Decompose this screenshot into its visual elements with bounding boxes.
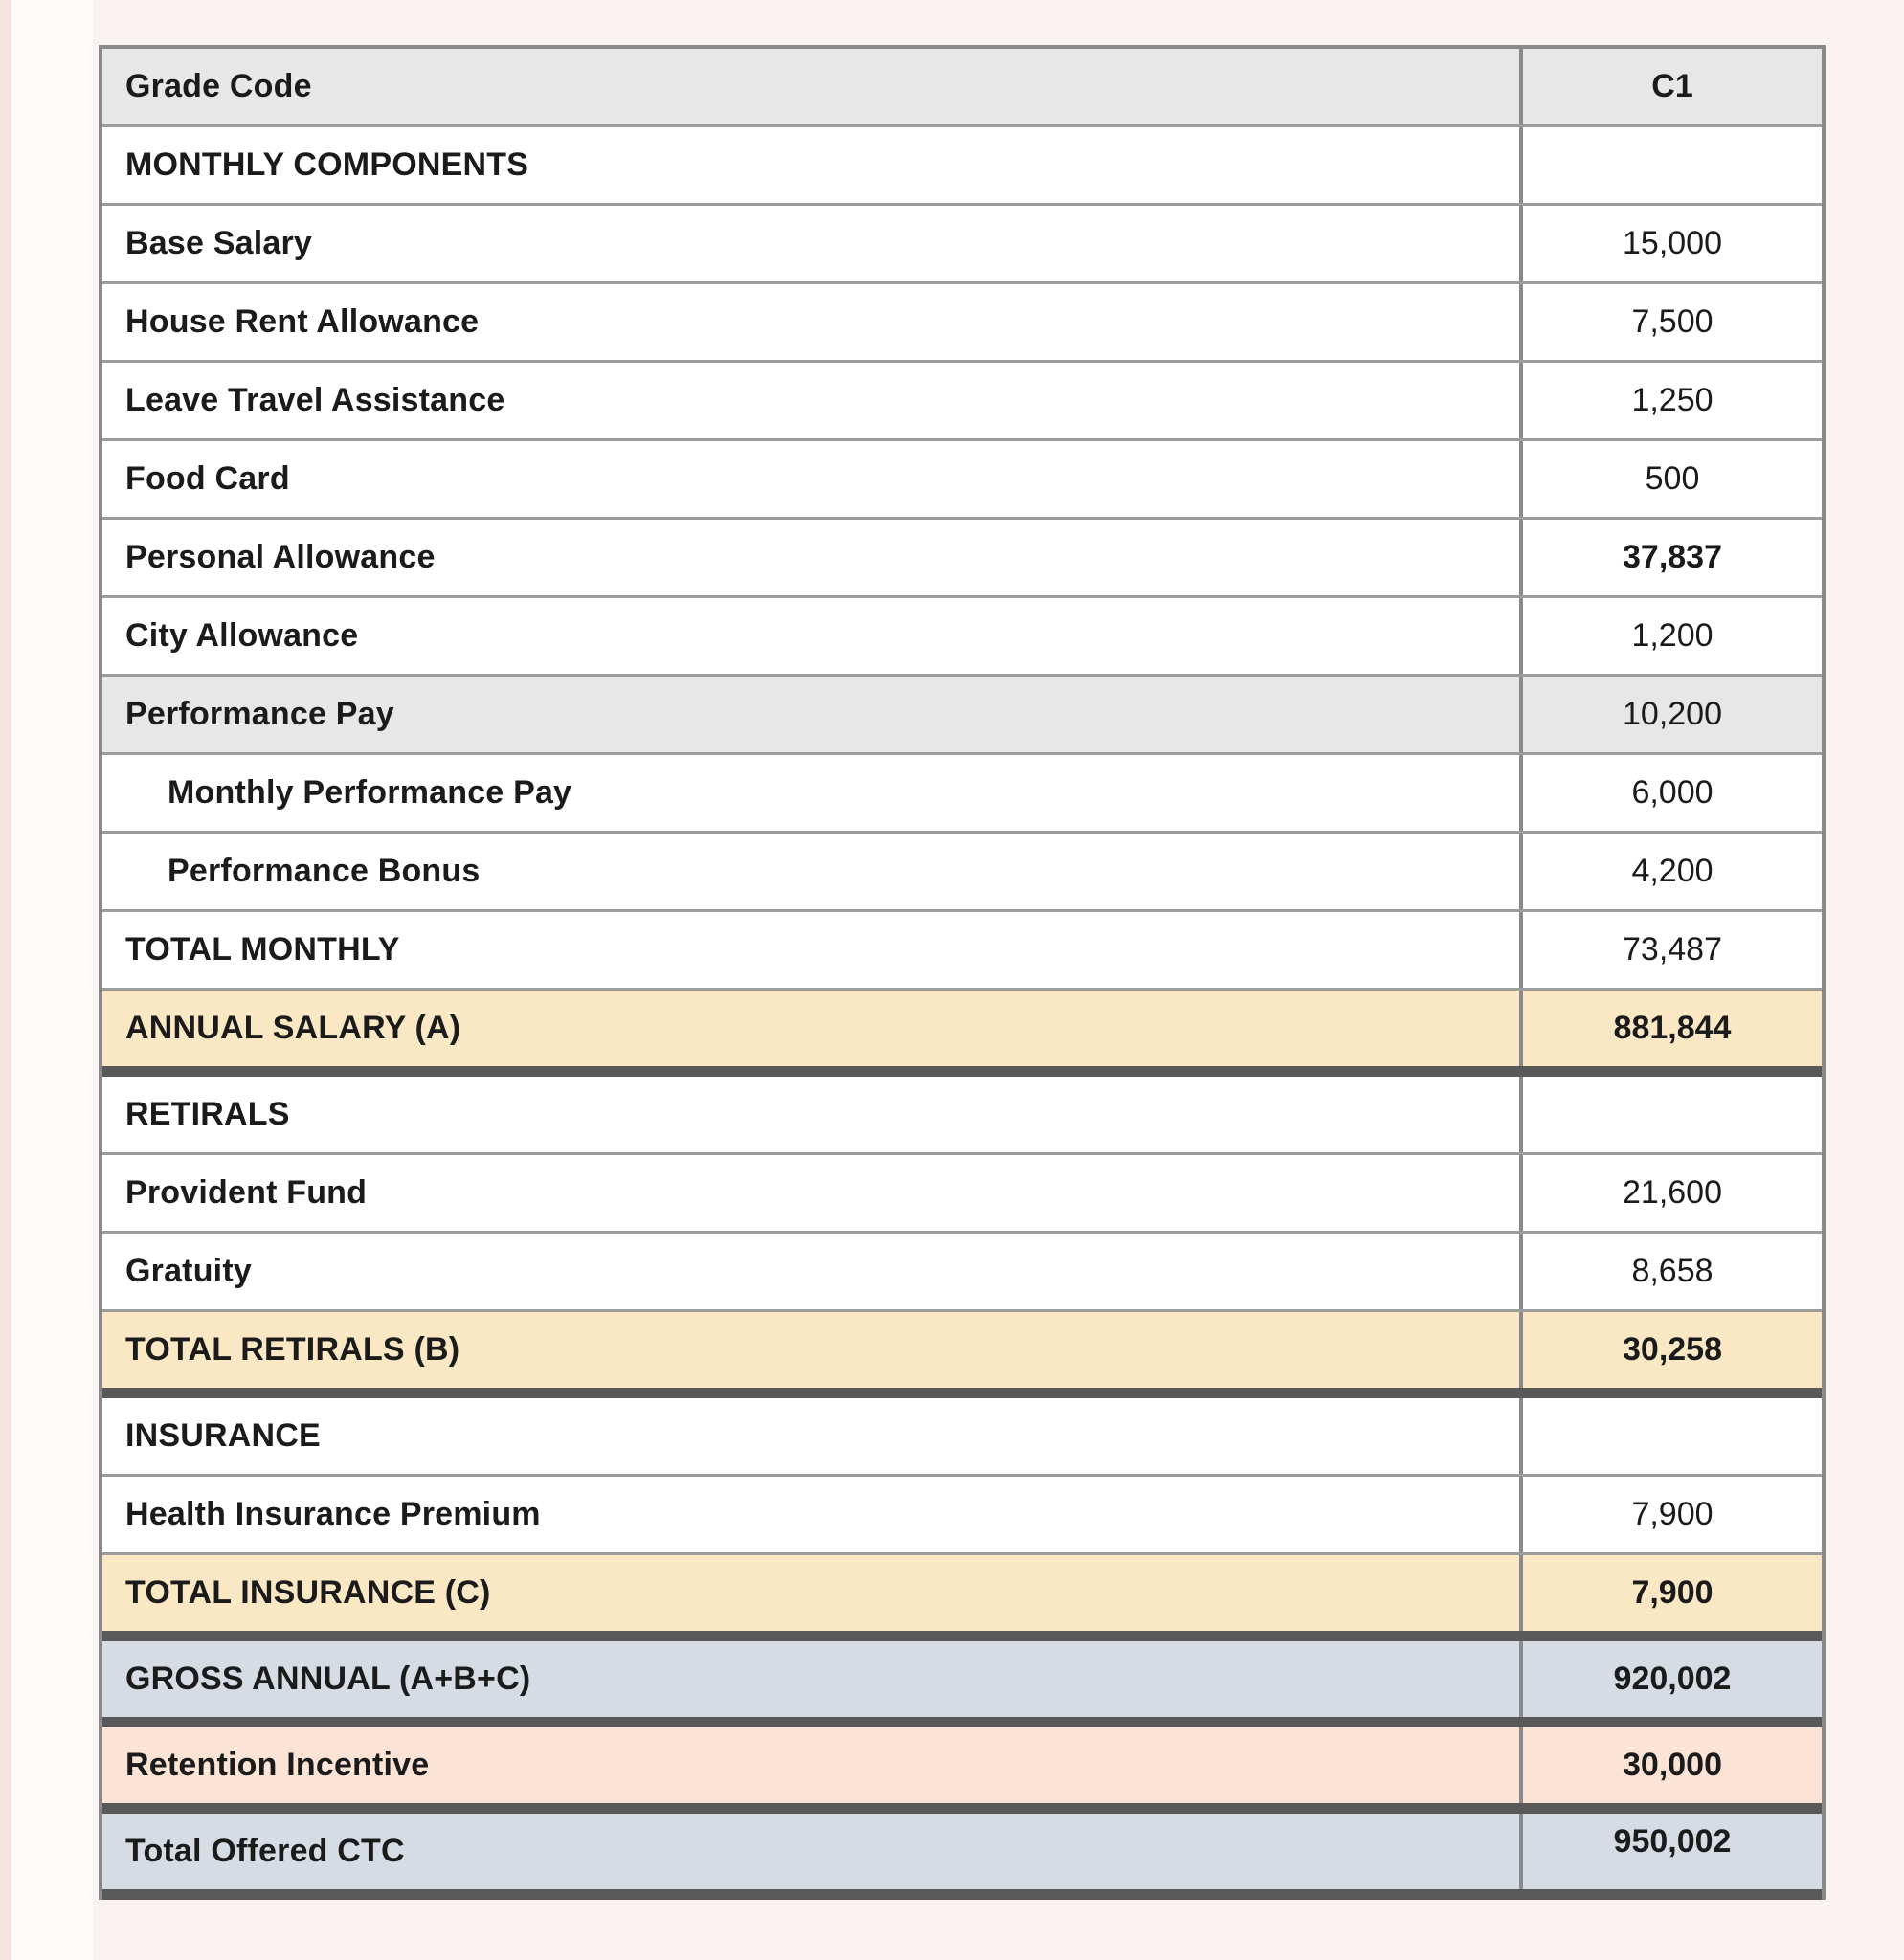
table-row <box>102 363 1822 441</box>
row-value: 6,000 <box>1631 774 1714 811</box>
row-value: 4,200 <box>1631 853 1714 889</box>
row-value: C1 <box>1651 68 1693 104</box>
row-label: Monthly Performance Pay <box>102 755 1523 831</box>
paper-margin-band <box>11 0 93 1960</box>
row-label: ANNUAL SALARY (A) <box>102 991 1523 1066</box>
row-label: City Allowance <box>102 598 1523 674</box>
row-label: Performance Pay <box>102 677 1523 752</box>
table-row <box>102 1398 1822 1477</box>
row-value: 920,002 <box>1613 1660 1732 1697</box>
table-row <box>102 677 1822 755</box>
row-label: Performance Bonus <box>102 834 1523 909</box>
row-value: 73,487 <box>1623 931 1722 968</box>
row-value: 37,837 <box>1623 539 1722 575</box>
table-row <box>102 755 1822 834</box>
table-header-row <box>102 49 1822 127</box>
paper-edge-strip <box>0 0 11 1960</box>
table-row <box>102 1555 1822 1641</box>
row-value: 950,002 <box>1613 1823 1732 1860</box>
table-row <box>102 520 1822 598</box>
row-value: 1,250 <box>1631 382 1714 418</box>
row-label: Leave Travel Assistance <box>102 363 1523 438</box>
row-label: Gratuity <box>102 1234 1523 1309</box>
row-value <box>1523 127 1822 203</box>
row-value: 10,200 <box>1623 696 1722 732</box>
table-row <box>102 127 1822 206</box>
row-value <box>1523 1398 1822 1474</box>
row-value: 30,000 <box>1623 1747 1722 1783</box>
table-row <box>102 206 1822 284</box>
table-row <box>102 284 1822 363</box>
row-value: 7,900 <box>1631 1574 1714 1611</box>
salary-table <box>99 45 1826 1900</box>
row-label: House Rent Allowance <box>102 284 1523 360</box>
row-label: Grade Code <box>102 49 1523 124</box>
table-row <box>102 598 1822 677</box>
row-label: Retention Incentive <box>102 1727 1523 1803</box>
row-value <box>1523 1077 1822 1152</box>
table-row <box>102 1077 1822 1155</box>
row-label: TOTAL MONTHLY <box>102 912 1523 988</box>
row-label: Provident Fund <box>102 1155 1523 1231</box>
row-label: Food Card <box>102 441 1523 517</box>
row-label: Personal Allowance <box>102 520 1523 595</box>
row-label: Health Insurance Premium <box>102 1477 1523 1552</box>
row-label: Base Salary <box>102 206 1523 281</box>
table-row <box>102 1234 1822 1312</box>
row-value: 7,500 <box>1631 303 1714 340</box>
row-value: 30,258 <box>1623 1331 1722 1368</box>
row-value: 15,000 <box>1623 225 1722 261</box>
row-label: Total Offered CTC <box>102 1814 1523 1889</box>
row-value: 881,844 <box>1613 1010 1732 1046</box>
row-value: 21,600 <box>1623 1174 1722 1211</box>
table-row <box>102 1155 1822 1234</box>
row-label: INSURANCE <box>102 1398 1523 1474</box>
row-value: 500 <box>1645 460 1700 497</box>
table-row <box>102 1477 1822 1555</box>
table-row <box>102 912 1822 991</box>
row-label: MONTHLY COMPONENTS <box>102 127 1523 203</box>
row-value: 1,200 <box>1631 617 1714 654</box>
table-row <box>102 1814 1822 1900</box>
row-value: 7,900 <box>1631 1496 1714 1532</box>
table-row <box>102 1641 1822 1727</box>
table-row <box>102 834 1822 912</box>
row-value: 8,658 <box>1631 1253 1714 1289</box>
row-label: TOTAL RETIRALS (B) <box>102 1312 1523 1388</box>
table-row <box>102 991 1822 1077</box>
row-label: TOTAL INSURANCE (C) <box>102 1555 1523 1631</box>
table-row <box>102 1727 1822 1814</box>
table-row <box>102 441 1822 520</box>
row-label: GROSS ANNUAL (A+B+C) <box>102 1641 1523 1717</box>
row-label: RETIRALS <box>102 1077 1523 1152</box>
table-row <box>102 1312 1822 1398</box>
